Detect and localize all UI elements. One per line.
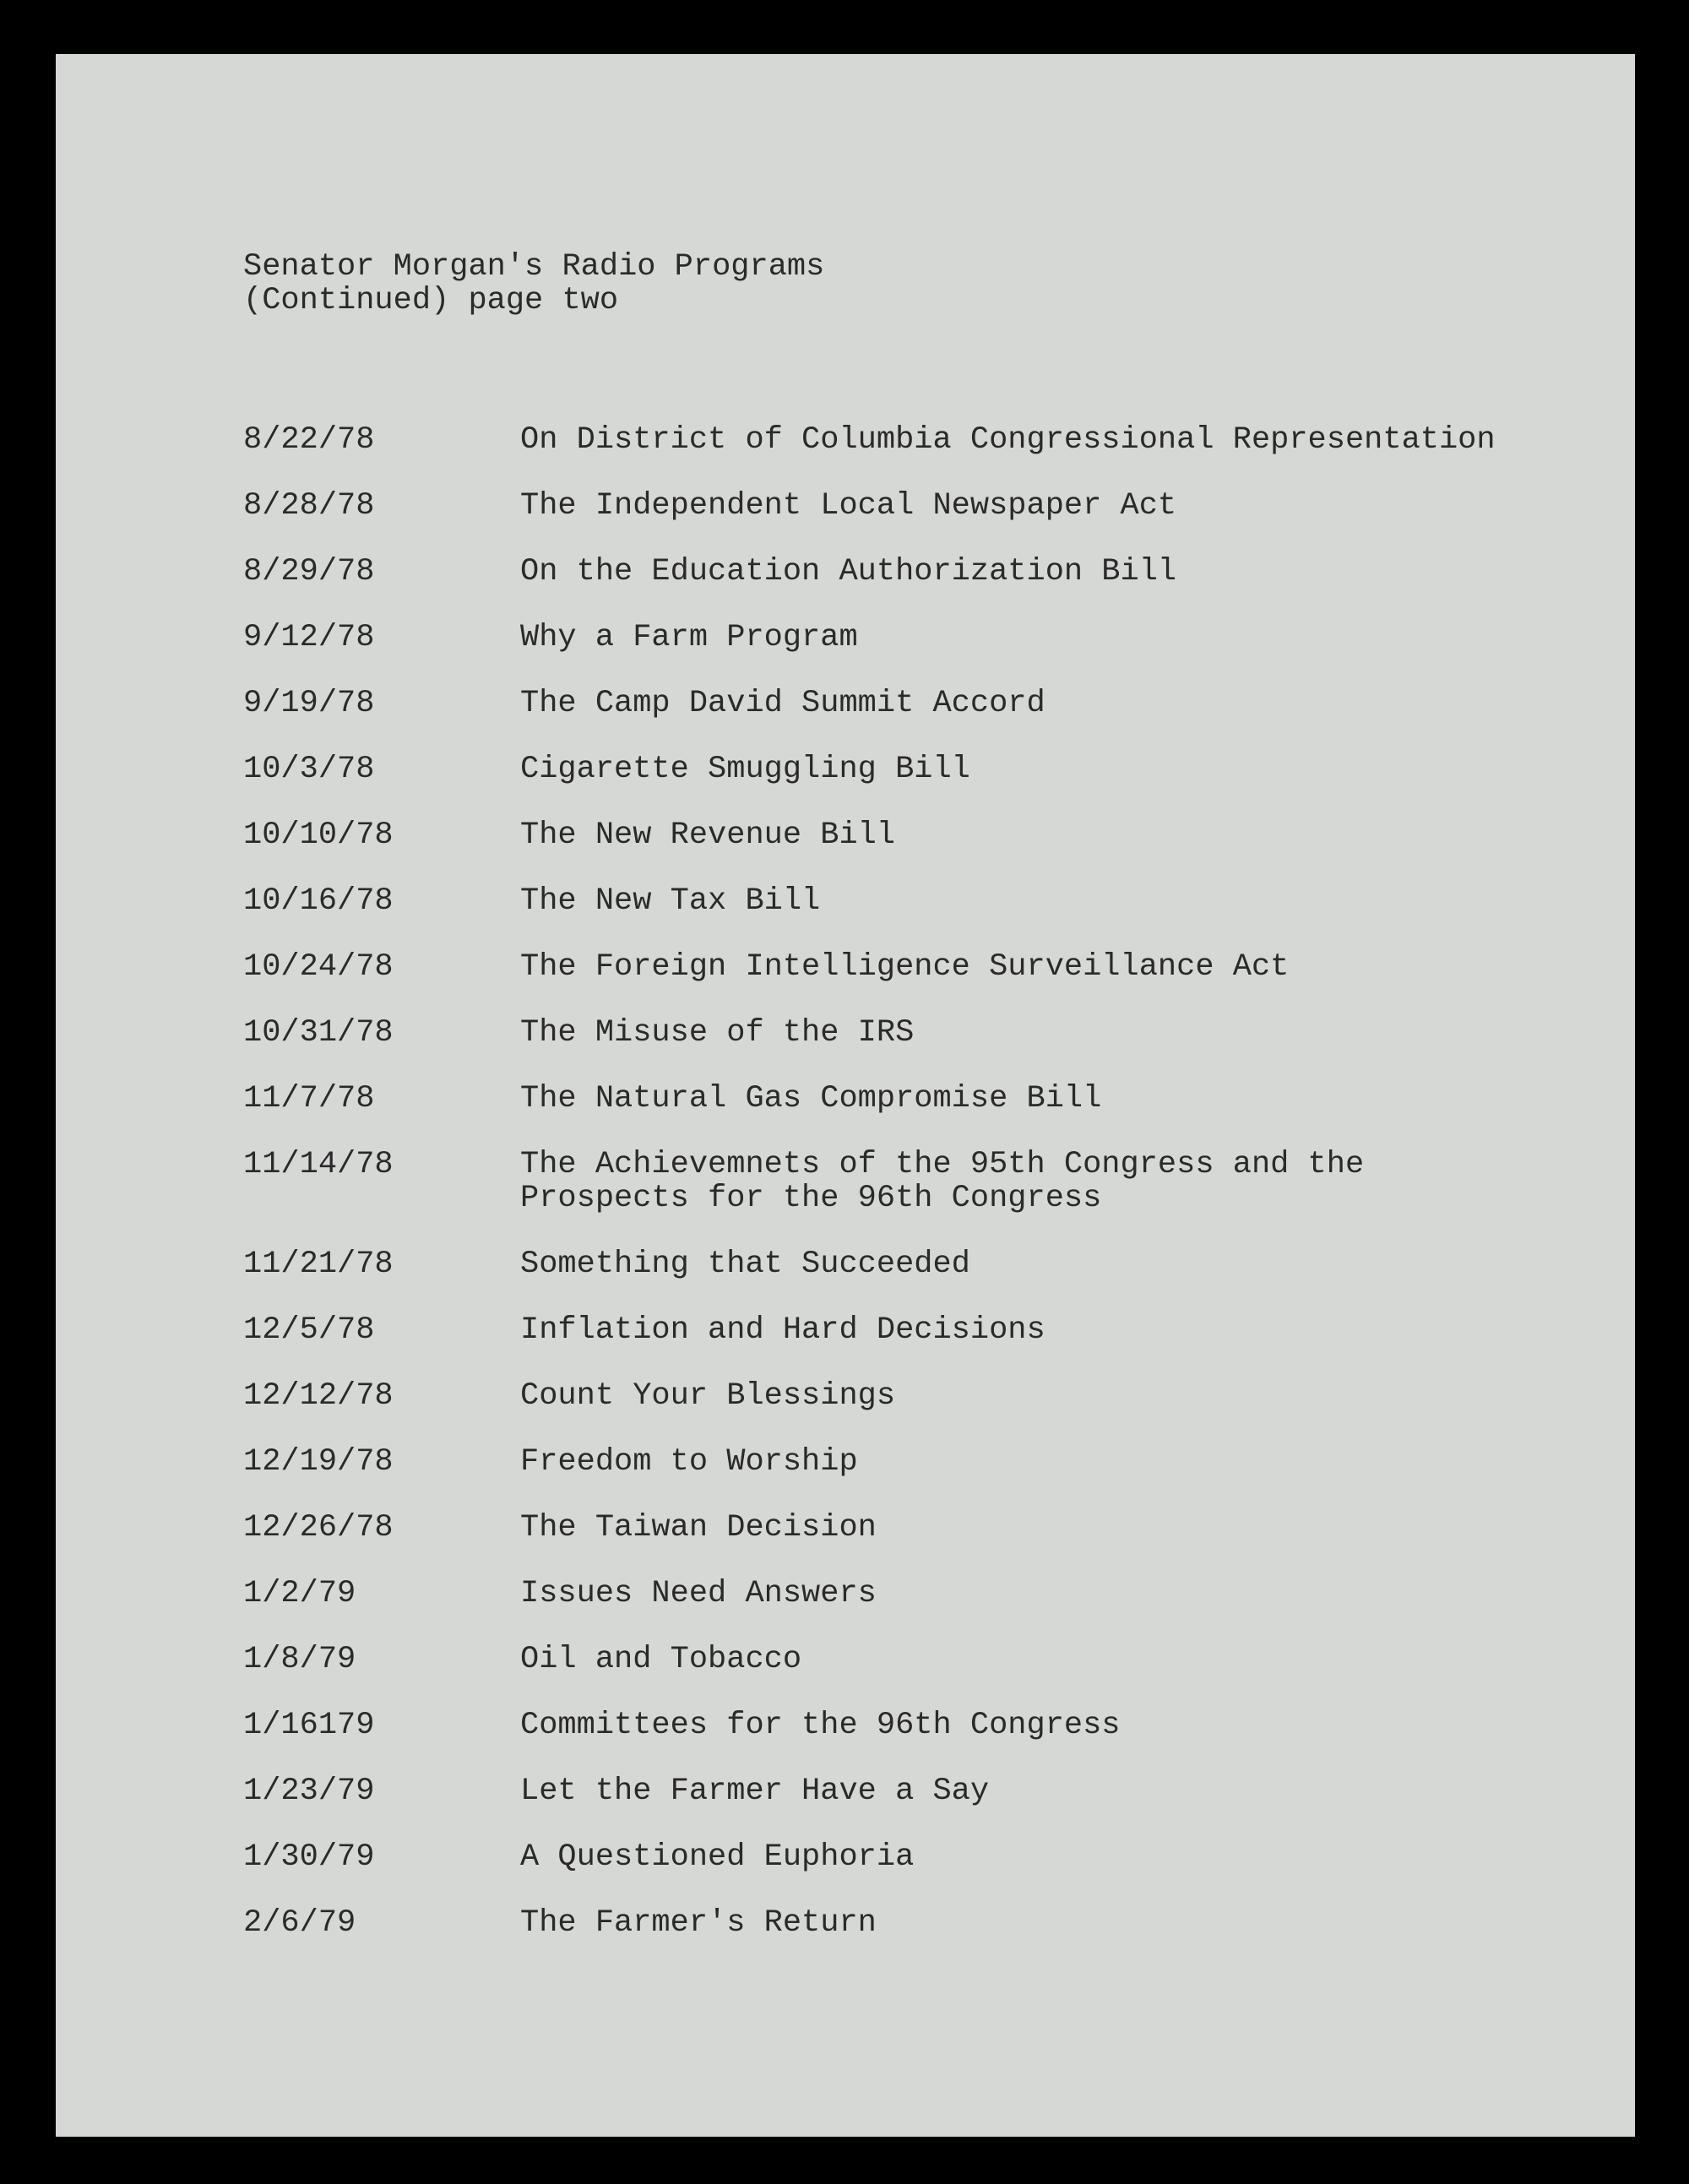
program-row: [243, 752, 1594, 786]
program-row: [243, 687, 1594, 720]
program-date: 9/19/78: [243, 686, 375, 721]
header-title: Senator Morgan's Radio Programs: [243, 249, 825, 285]
program-date: 8/22/78: [243, 422, 375, 458]
program-title: Something that Succeeded: [520, 1247, 970, 1282]
program-row: [243, 1643, 1594, 1676]
program-title: The Achievemnets of the 95th Congress and the Prospects for the 96th Congress: [520, 1147, 1365, 1216]
program-row: [243, 950, 1594, 984]
program-title: Oil and Tobacco: [520, 1642, 802, 1677]
program-title: Inflation and Hard Decisions: [520, 1312, 1045, 1348]
program-row: [243, 884, 1594, 918]
program-date: 10/16/78: [243, 883, 394, 919]
program-title: Freedom to Worship: [520, 1444, 858, 1480]
program-date: 10/3/78: [243, 752, 375, 787]
program-date: 10/10/78: [243, 818, 394, 853]
program-row: [243, 1148, 1594, 1215]
header-subtitle: (Continued) page two: [243, 283, 619, 318]
program-title: The Camp David Summit Accord: [520, 686, 1045, 721]
program-row: [243, 1379, 1594, 1413]
program-date: 11/14/78: [243, 1147, 394, 1182]
program-title: Count Your Blessings: [520, 1378, 896, 1414]
program-row: [243, 1445, 1594, 1479]
program-date: 11/21/78: [243, 1247, 394, 1282]
program-row: [243, 1577, 1594, 1611]
program-row: [243, 1840, 1594, 1874]
program-row: [243, 1082, 1594, 1116]
program-row: [243, 1313, 1594, 1347]
program-title: On District of Columbia Congressional Representation: [520, 422, 1496, 458]
program-date: 12/26/78: [243, 1510, 394, 1546]
program-title: Let the Farmer Have a Say: [520, 1774, 990, 1809]
program-title: The New Tax Bill: [520, 883, 821, 919]
program-row: [243, 621, 1594, 655]
program-date: 11/7/78: [243, 1081, 375, 1116]
program-title: The Taiwan Decision: [520, 1510, 877, 1546]
program-date: 1/23/79: [243, 1774, 375, 1809]
program-title: The Natural Gas Compromise Bill: [520, 1081, 1102, 1116]
program-title: Committees for the 96th Congress: [520, 1708, 1121, 1743]
program-title: A Questioned Euphoria: [520, 1839, 915, 1875]
program-row: [243, 1709, 1594, 1742]
program-title: The Misuse of the IRS: [520, 1015, 915, 1051]
program-title: The Foreign Intelligence Surveillance Act: [520, 949, 1290, 985]
program-row: [243, 423, 1594, 457]
program-row: [243, 1247, 1594, 1281]
program-date: 8/28/78: [243, 488, 375, 524]
program-date: 1/30/79: [243, 1839, 375, 1875]
program-title: Issues Need Answers: [520, 1576, 877, 1611]
program-date: 8/29/78: [243, 554, 375, 589]
program-date: 1/16179: [243, 1708, 375, 1743]
program-row: [243, 489, 1594, 523]
program-title: Cigarette Smuggling Bill: [520, 752, 970, 787]
program-row: [243, 1511, 1594, 1545]
program-title: The New Revenue Bill: [520, 818, 896, 853]
program-date: 2/6/79: [243, 1905, 356, 1941]
program-title: The Farmer's Return: [520, 1905, 877, 1941]
program-row: [243, 818, 1594, 852]
program-row: [243, 555, 1594, 589]
program-date: 12/12/78: [243, 1378, 394, 1414]
program-list: [243, 423, 1594, 1972]
program-date: 12/5/78: [243, 1312, 375, 1348]
program-date: 9/12/78: [243, 620, 375, 655]
program-title: The Independent Local Newspaper Act: [520, 488, 1177, 524]
program-title: On the Education Authorization Bill: [520, 554, 1177, 589]
program-date: 12/19/78: [243, 1444, 394, 1480]
document-page: [56, 54, 1635, 2137]
program-row: [243, 1016, 1594, 1050]
program-date: 10/24/78: [243, 949, 394, 985]
program-title: Why a Farm Program: [520, 620, 858, 655]
program-row: [243, 1774, 1594, 1808]
document-header: [243, 250, 824, 318]
program-date: 1/8/79: [243, 1642, 356, 1677]
program-date: 1/2/79: [243, 1576, 356, 1611]
program-date: 10/31/78: [243, 1015, 394, 1051]
program-row: [243, 1906, 1594, 1940]
